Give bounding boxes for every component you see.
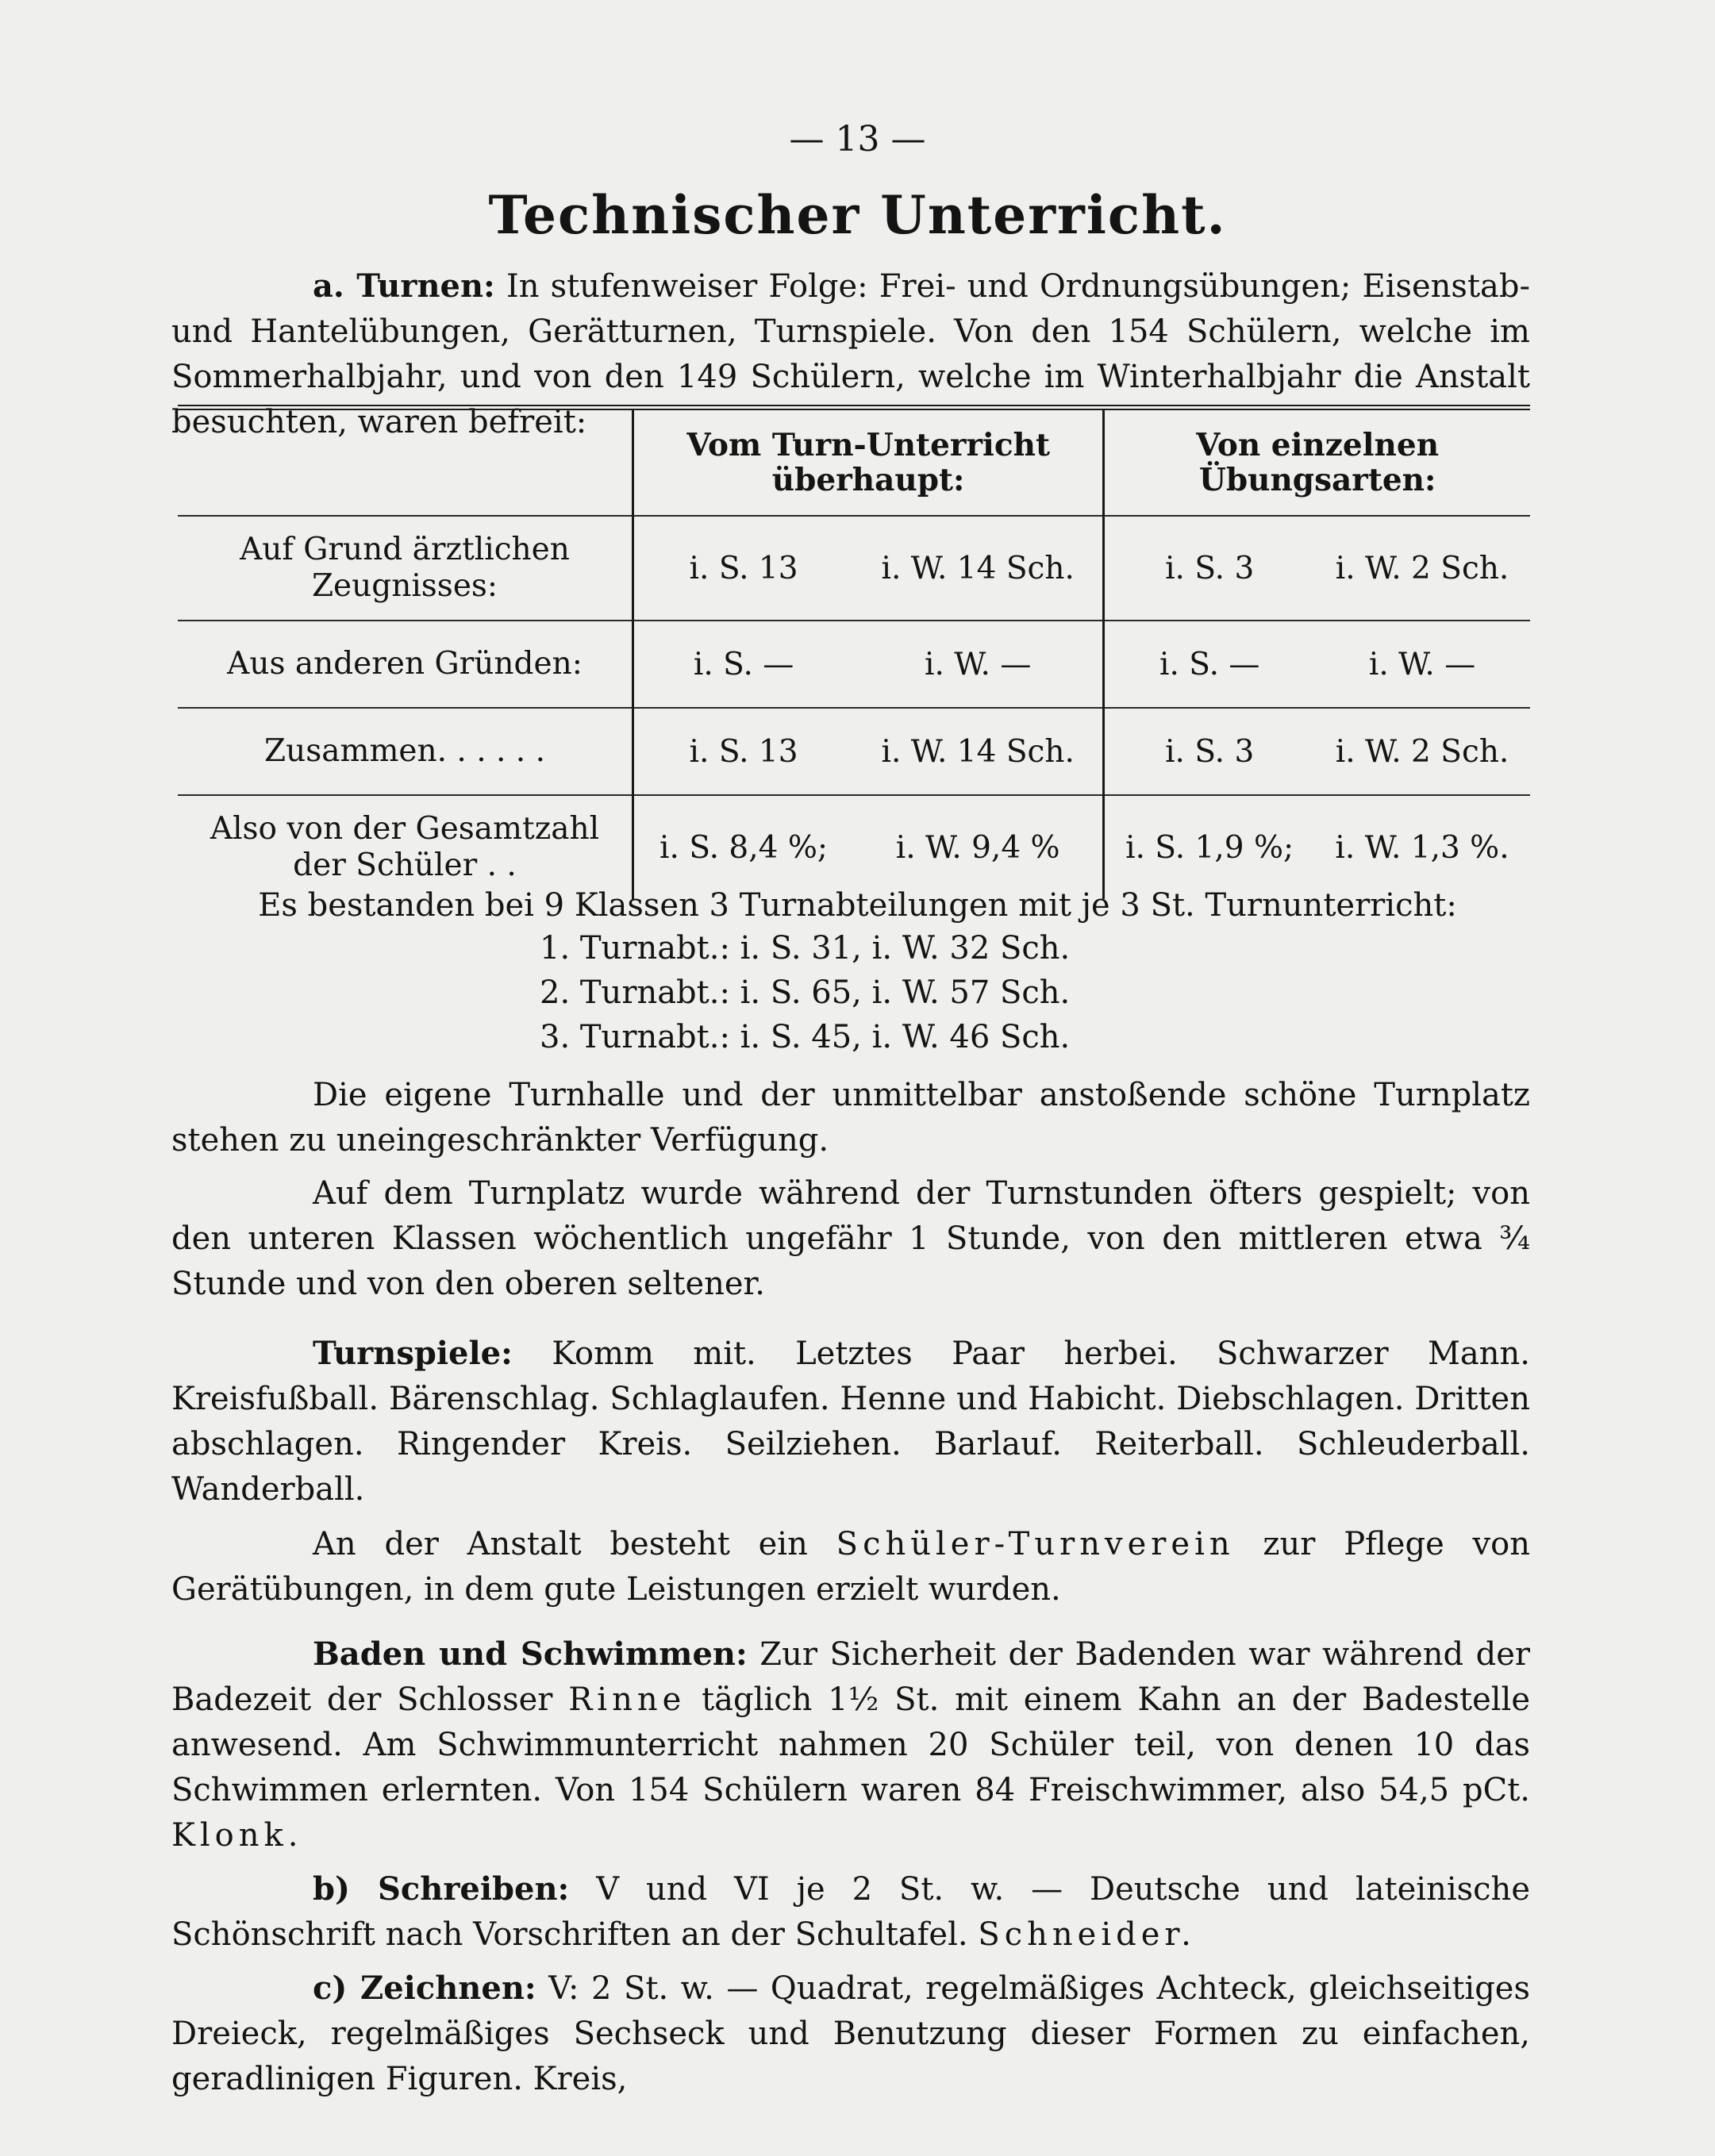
games-label: Turnspiele: [313,1335,513,1372]
cell: i. S. 3 [1104,708,1314,795]
table-row [178,516,1530,621]
cell: i. W. 2 Sch. [1314,516,1530,621]
intro-text: In stufenweiser Folge: Frei- und Ordnungsübungen; Eisenstab- und Hantelübungen, Gerätturnen, Turnspiele. Von den 154 Schülern, welche im Sommerhalbjahr, und von den 149 Schülern, welche im Winterhalbjahr die Anstalt besuchten, waren befreit: [171,268,1530,440]
cell: i. W. 14 Sch. [853,708,1104,795]
table-row [178,621,1530,708]
turnen-label: a. Turnen: [313,267,495,305]
cell: i. W. 2 Sch. [1314,708,1530,795]
cell: i. W. 14 Sch. [853,516,1104,621]
row-label: Aus anderen Gründen: [178,621,633,708]
paragraph-turnhalle: Die eigene Turnhalle und der unmittelbar anstoßende schöne Turnplatz stehen zu uneingeschränkter Verfügung. [171,1077,1530,1159]
cell: i. S. 3 [1104,516,1314,621]
page-title: Technischer Unterricht. [488,184,1227,246]
header-partial: Von einzelnen Übungsarten: [1196,427,1440,498]
cell: i. S. — [1104,621,1314,708]
table-header-row [178,408,1530,517]
row-label: Zusammen. . . . . . [178,708,633,795]
cell: i. W. 1,3 %. [1314,795,1530,899]
teacher-name: Schneider. [978,1916,1196,1953]
paragraph-schreiben: b) Schreiben: V und VI je 2 St. w. — Deutsche und lateinische Schönschrift nach Vorschriften an der Schultafel. Schneider. [171,1870,1530,1953]
cell: i. S. — [633,621,854,708]
row-label: Also von der Gesamtzahl der Schüler . . [178,795,633,899]
schreiben-label: b) Schreiben: [313,1870,570,1908]
baden-label: Baden und Schwimmen: [313,1635,748,1673]
table-row [178,795,1530,899]
table-row [178,708,1530,795]
row-label: Auf Grund ärztlichen Zeugnisses: [178,516,633,621]
exemption-table [178,405,1530,899]
paragraph-turnplatz: Auf dem Turnplatz wurde während der Turnstunden öfters gespielt; von den unteren Klassen wöchentlich ungefähr 1 Stunde, von den mittleren etwa ¾ Stunde und von den oberen seltener. [171,1175,1530,1302]
header-total: Vom Turn-Unterricht überhaupt: [633,408,1104,517]
cell: i. W. — [853,621,1104,708]
person-name: Rinne [568,1681,686,1718]
section-line: 1. Turnabt.: i. S. 31, i. W. 32 Sch. [540,930,1071,967]
paragraph-verein: An der Anstalt besteht ein Schüler-Turnverein zur Pflege von Gerätübungen, in dem gute Leistungen erzielt wurden. [171,1526,1530,1608]
paragraph-games [171,1331,1530,1512]
cell: i. W. 9,4 % [853,795,1104,899]
section-line: 3. Turnabt.: i. S. 45, i. W. 46 Sch. [540,1019,1071,1055]
paragraph-baden: Baden und Schwimmen: Zur Sicherheit der Badenden war während der Badezeit der Schlosser Rinne täglich 1½ St. mit einem Kahn an der Badestelle anwesend. Am Schwimmunterricht nahmen 20 Schüler teil, von denen 10 das Schwimmen erlernten. Von 154 Schülern waren 84 Freischwimmer, also 54,5 pCt. Klonk. [171,1635,1531,1854]
paragraph-zeichnen: c) Zeichnen: V: 2 St. w. — Quadrat, regelmäßiges Achteck, gleichseitiges Dreieck, regelmäßiges Sechseck und Benutzung dieser Formen zu einfachen, geradlinigen Figuren. Kreis, [171,1970,1531,2097]
cell: i. W. — [1314,621,1530,708]
cell: i. S. 1,9 %; [1104,795,1314,899]
body-text [171,1073,1530,2102]
sections-intro: Es bestanden bei 9 Klassen 3 Turnabteilungen mit je 3 St. Turnunterricht: [258,887,1457,924]
page-number: — 13 — [789,119,926,159]
cell: i. S. 13 [633,708,854,795]
teacher-name: Klonk. [171,1817,303,1854]
club-name: Schüler-Turnverein [836,1526,1235,1562]
cell: i. S. 13 [633,516,854,621]
zeichnen-label: c) Zeichnen: [313,1970,536,2007]
games-text: Komm mit. Letztes Paar herbei. Schwarzer Mann. Kreisfußball. Bärenschlag. Schlaglaufen. Henne und Habicht. Diebschlagen. Dritten abschlagen. Ringender Kreis. Seilziehen. Barlauf. Reiterball. Schleuderball. Wanderball. [171,1335,1530,1508]
section-line: 2. Turnabt.: i. S. 65, i. W. 57 Sch. [540,974,1071,1011]
cell: i. S. 8,4 %; [633,795,854,899]
